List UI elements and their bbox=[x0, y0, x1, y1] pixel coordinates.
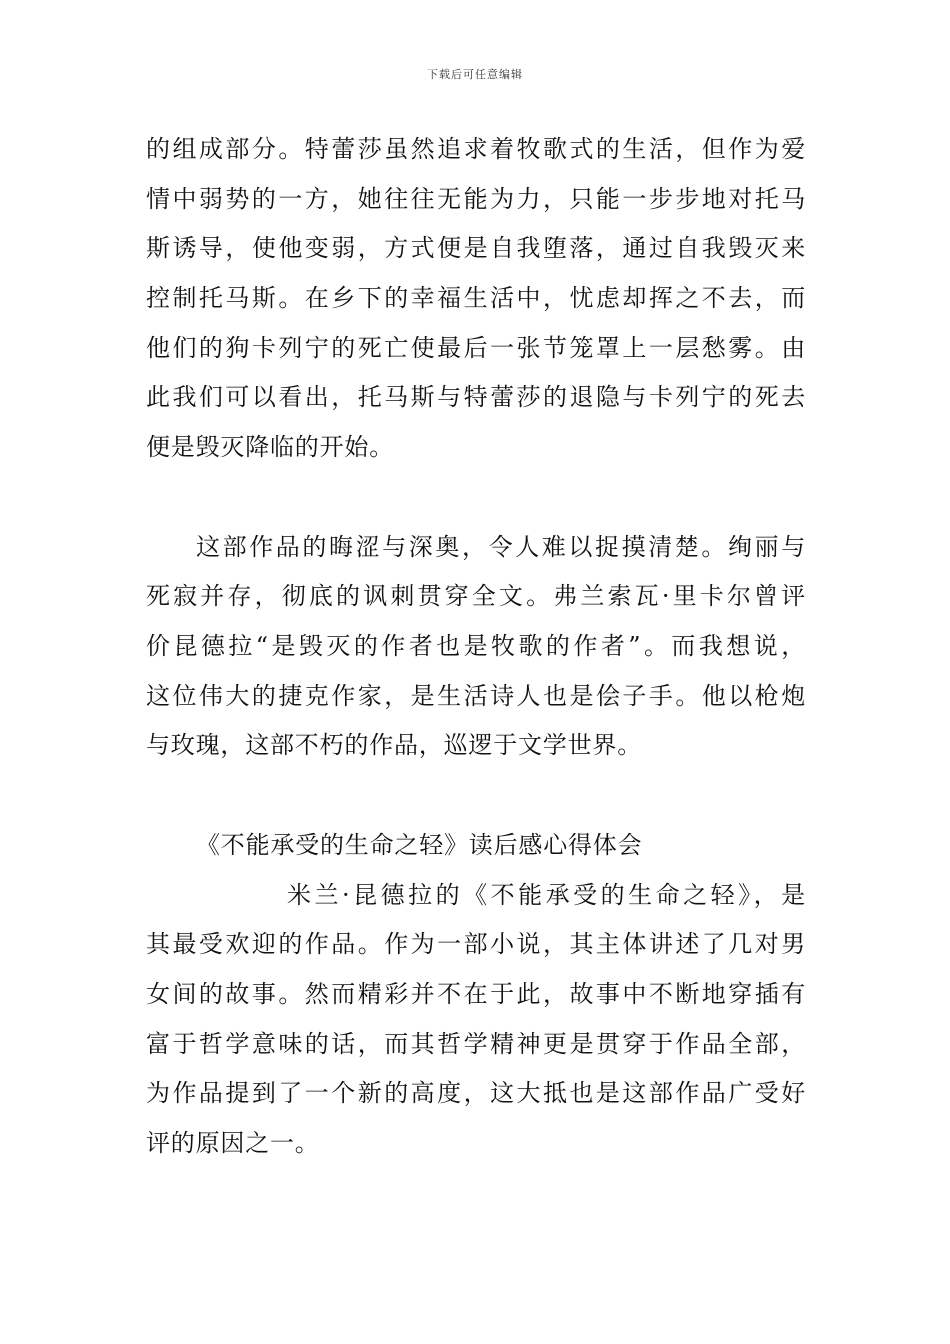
paragraph-line: 此我们可以看出，托马斯与特蕾莎的退隐与卡列宁的死去 bbox=[146, 383, 806, 411]
paragraph-line: 斯诱导，使他变弱，方式便是自我堕落，通过自我毁灭来 bbox=[146, 234, 806, 262]
paragraph-line: 米兰·昆德拉的《不能承受的生命之轻》，是 bbox=[287, 881, 806, 909]
paragraph-line: 女间的故事。然而精彩并不在于此，故事中不断地穿插有 bbox=[146, 980, 806, 1008]
paragraph-line: 为作品提到了一个新的高度，这大抵也是这部作品广受好 bbox=[146, 1079, 806, 1107]
paragraph-line: 情中弱势的一方，她往往无能为力，只能一步步地对托马 bbox=[146, 185, 806, 213]
paragraph-line: 死寂并存，彻底的讽刺贯穿全文。弗兰索瓦·里卡尔曾评 bbox=[146, 582, 806, 610]
paragraph-line: 价昆德拉“是毁灭的作者也是牧歌的作者”。而我想说， bbox=[146, 632, 806, 660]
paragraph-line: 便是毁灭降临的开始。 bbox=[146, 433, 394, 461]
paragraph-line: 他们的狗卡列宁的死亡使最后一张节笼罩上一层愁雾。由 bbox=[146, 334, 806, 362]
paragraph-line: 这部作品的晦涩与深奥，令人难以捉摸清楚。绚丽与 bbox=[196, 533, 806, 561]
paragraph-line: 其最受欢迎的作品。作为一部小说，其主体讲述了几对男 bbox=[146, 930, 806, 958]
section-title: 《不能承受的生命之轻》读后感心得体会 bbox=[196, 831, 643, 859]
paragraph-line: 与玫瑰，这部不朽的作品，巡逻于文学世界。 bbox=[146, 731, 642, 759]
paragraph-line: 控制托马斯。在乡下的幸福生活中，忧虑却挥之不去，而 bbox=[146, 284, 806, 312]
paragraph-line: 评的原因之一。 bbox=[146, 1129, 320, 1157]
paragraph-line: 的组成部分。特蕾莎虽然追求着牧歌式的生活，但作为爱 bbox=[146, 135, 806, 163]
page-header: 下载后可任意编辑 bbox=[427, 68, 523, 81]
paragraph-line: 这位伟大的捷克作家，是生活诗人也是侩子手。他以枪炮 bbox=[146, 682, 806, 710]
paragraph-line: 富于哲学意味的话，而其哲学精神更是贯穿于作品全部， bbox=[146, 1030, 806, 1058]
